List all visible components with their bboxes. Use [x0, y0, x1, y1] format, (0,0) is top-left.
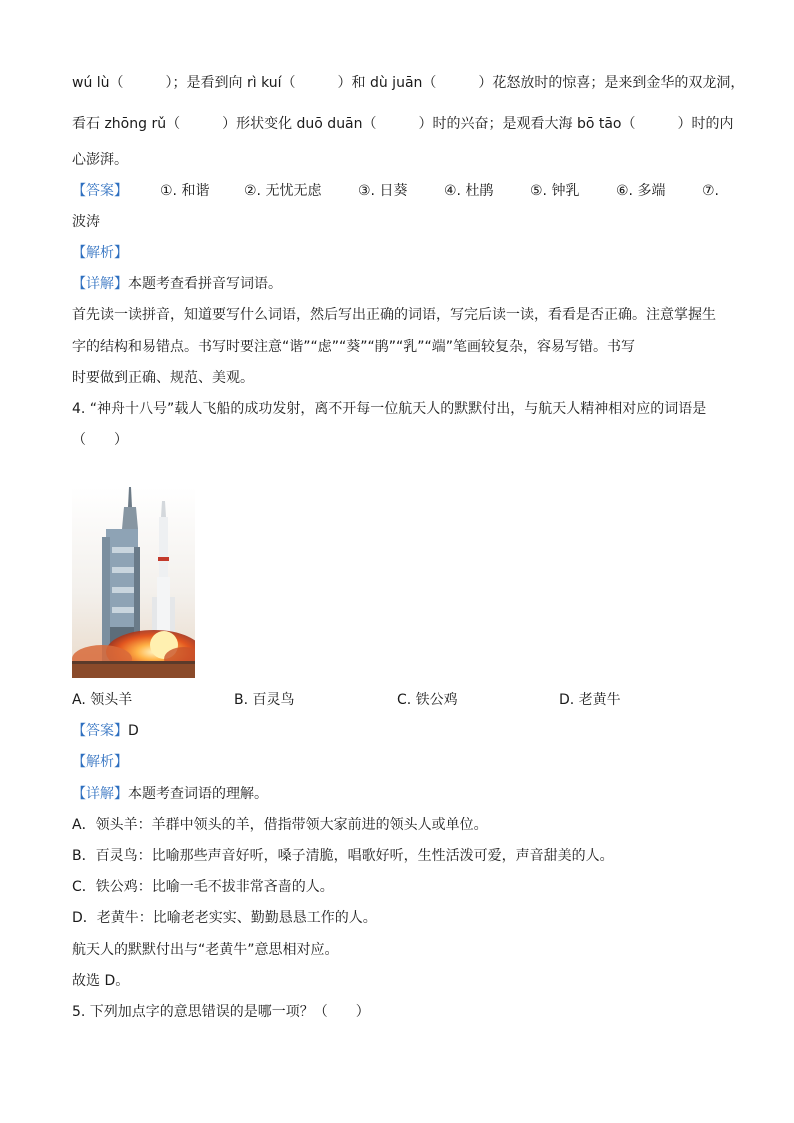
q4-stem-1: 4. “神舟十八号”载人飞船的成功发射，离不开每一位航天人的默默付出，与航天人精神相对应的词语是	[72, 401, 707, 417]
q3-answer-row	[72, 181, 722, 201]
answer-value: D	[128, 723, 139, 739]
detail-label: 【详解】	[72, 276, 128, 292]
option-b: B. 百灵鸟	[234, 692, 295, 708]
answer-label: 【答案】	[72, 183, 128, 199]
analysis-label: 【解析】	[72, 754, 128, 770]
option-a: A. 领头羊	[72, 692, 133, 708]
answer-item: ③. 日葵	[358, 183, 408, 199]
explanation-c: C．铁公鸡：比喻一毛不拔非常吝啬的人。	[72, 879, 334, 895]
rocket-launch-image	[72, 487, 195, 678]
analysis-label: 【解析】	[72, 245, 128, 261]
detail-label: 【详解】	[72, 786, 128, 802]
detail-text: 本题考查看拼音写词语。	[128, 276, 282, 292]
q3-line-3: 心澎湃。	[72, 152, 128, 168]
explanation-a: A．领头羊：羊群中领头的羊，借指带领大家前进的领头人或单位。	[72, 817, 488, 833]
explanation-b: B．百灵鸟：比喻那些声音好听，嗓子清脆，唱歌好听，生性活泼可爱，声音甜美的人。	[72, 848, 614, 864]
q4-detail	[72, 784, 268, 804]
option-d: D. 老黄牛	[559, 692, 621, 708]
q3-para-2: 字的结构和易错点。书写时要注意“谐”“虑”“葵”“鹃”“乳”“端”笔画较复杂，容易写错。书写	[72, 339, 636, 355]
q3-line-2: 看石 zhōng rǔ（ ）形状变化 duō duān（ ）时的兴奋；是观看大海 bō tāo（ ）时的内	[72, 116, 734, 132]
answer-item: ⑦.	[702, 183, 720, 199]
answer-item: ⑥. 多端	[616, 183, 666, 199]
q4-stem-2: （ ）	[72, 432, 128, 448]
option-c: C. 铁公鸡	[397, 692, 458, 708]
answer-item: ⑤. 钟乳	[530, 183, 580, 199]
q3-line-1: wú lù（ ）；是看到向 rì kuí（ ）和 dù juān（ ）花怒放时的惊喜；是来到金华的双龙洞，	[72, 75, 745, 91]
answer-continuation: 波涛	[72, 214, 100, 230]
answer-label: 【答案】	[72, 723, 128, 739]
choose-line: 故选 D。	[72, 973, 130, 989]
answer-item: ①. 和谐	[160, 183, 210, 199]
q3-para-3: 时要做到正确、规范、美观。	[72, 370, 254, 386]
q3-para-1: 首先读一读拼音，知道要写什么词语，然后写出正确的词语，写完后读一读，看看是否正确。注意掌握生	[72, 307, 716, 323]
explanation-d: D．老黄牛：比喻老老实实、勤勤恳恳工作的人。	[72, 910, 377, 926]
answer-item: ④. 杜鹃	[444, 183, 494, 199]
conclusion: 航天人的默默付出与“老黄牛”意思相对应。	[72, 942, 339, 958]
answer-item: ②. 无忧无虑	[244, 183, 322, 199]
detail-text: 本题考查词语的理解。	[128, 786, 268, 802]
q4-answer	[72, 721, 139, 741]
q3-detail	[72, 274, 282, 294]
q5-stem: 5. 下列加点字的意思错误的是哪一项？（ ）	[72, 1004, 370, 1020]
